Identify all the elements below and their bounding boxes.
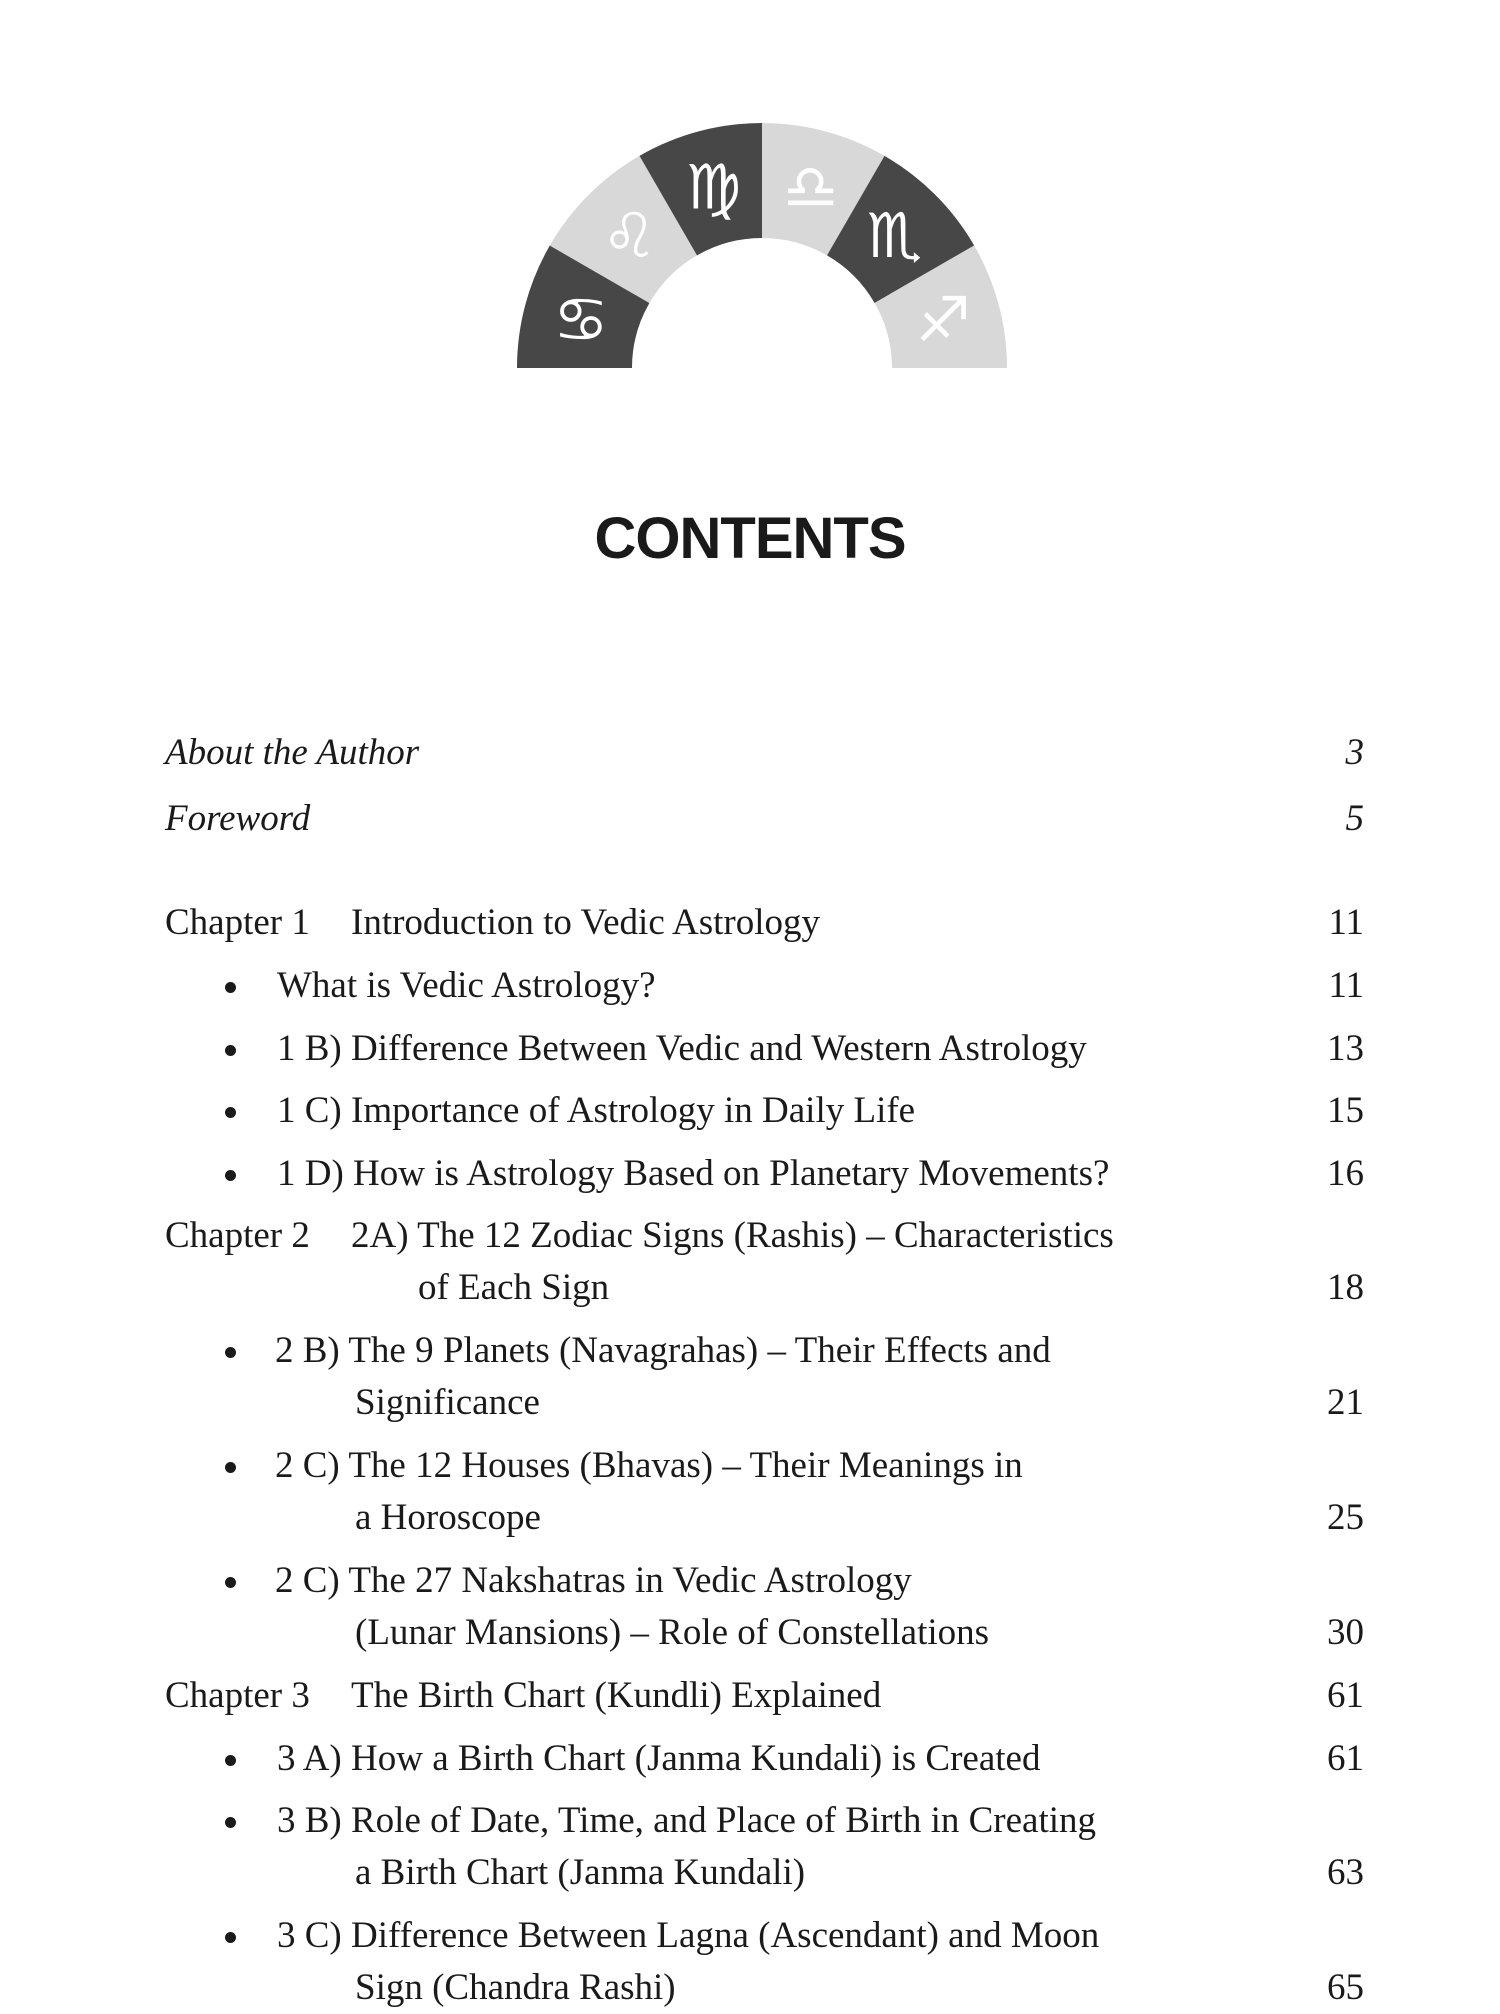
toc-entry-foreword-page: 5 [1345,798,1364,839]
bullet-icon [220,977,240,997]
virgo-icon: ♍ [685,150,742,224]
chapter-2-item-3-line2: (Lunar Mansions) – Role of Constellations [355,1612,990,1653]
chapter-3-heading [165,1670,881,1722]
chapter-2-item-1-line2: Significance [355,1382,540,1423]
chapter-1-item-1-page: 11 [1328,965,1364,1006]
chapter-3-item-3-line2: Sign (Chandra Rashi) [355,1967,676,2008]
toc-entry-about-author-label: About the Author [165,732,420,773]
chapter-1-title: Introduction to Vedic Astrology [351,902,820,943]
bullet-icon [220,1457,240,1477]
bullet-icon [220,1927,240,1947]
bullet-icon [220,1572,240,1592]
bullet-icon [220,1750,240,1770]
zodiac-arc-emblem [510,120,1015,380]
chapter-3-page: 61 [1327,1675,1364,1716]
libra-icon: ♎ [782,150,839,224]
chapter-3-item-1-page: 61 [1327,1738,1364,1779]
chapter-2-item-2-line1: 2 C) The 12 Houses (Bhavas) – Their Meanings in [275,1445,1023,1486]
page-title: CONTENTS [594,506,906,571]
bullet-icon [220,1165,240,1185]
toc-entry-about-author-page: 3 [1345,732,1364,773]
chapter-1-item-2: 1 B) Difference Between Vedic and Western Astrology [277,1028,1087,1069]
leo-icon: ♌ [601,198,658,272]
chapter-2-item-3-page: 30 [1327,1612,1364,1653]
chapter-1-item-1: What is Vedic Astrology? [277,965,656,1006]
bullet-icon [220,1812,240,1832]
chapter-2-item-1-page: 21 [1327,1382,1364,1423]
chapter-2-item-2-page: 25 [1327,1497,1364,1538]
bullet-icon [220,1102,240,1122]
chapter-1-item-3-page: 15 [1327,1090,1364,1131]
chapter-2-page: 18 [1327,1267,1364,1308]
chapter-1-item-4: 1 D) How is Astrology Based on Planetary Movements? [277,1153,1110,1194]
chapter-2-heading [165,1210,1114,1262]
chapter-3-item-2-line2: a Birth Chart (Janma Kundali) [355,1852,806,1893]
chapter-1-item-4-page: 16 [1327,1153,1364,1194]
chapter-1-page: 11 [1328,902,1364,943]
chapter-3-item-3-page: 65 [1327,1967,1364,2008]
chapter-1-label: Chapter 1 [165,902,310,943]
chapter-3-item-1: 3 A) How a Birth Chart (Janma Kundali) is Created [277,1738,1041,1779]
chapter-2-item-2-line2: a Horoscope [355,1497,541,1538]
chapter-3-title: The Birth Chart (Kundli) Explained [351,1675,882,1716]
chapter-3-item-2-page: 63 [1327,1852,1364,1893]
toc-entry-foreword-label: Foreword [165,798,311,839]
bullet-icon [220,1342,240,1362]
chapter-1-heading [165,897,820,949]
chapter-3-item-3-line1: 3 C) Difference Between Lagna (Ascendant) and Moon [277,1915,1100,1956]
chapter-2-title-line1: 2A) The 12 Zodiac Signs (Rashis) – Characteristics [351,1215,1114,1256]
chapter-2-item-1-line1: 2 B) The 9 Planets (Navagrahas) – Their Effects and [275,1330,1051,1371]
sagittarius-icon: ♐ [915,282,971,356]
chapter-2-title-line2: of Each Sign [418,1267,610,1308]
chapter-2-label: Chapter 2 [165,1215,310,1256]
cancer-icon: ♋ [553,282,609,356]
chapter-1-item-2-page: 13 [1327,1028,1364,1069]
chapter-2-item-3-line1: 2 C) The 27 Nakshatras in Vedic Astrology [275,1560,912,1601]
chapter-1-item-3: 1 C) Importance of Astrology in Daily Life [277,1090,916,1131]
chapter-3-label: Chapter 3 [165,1675,310,1716]
chapter-3-item-2-line1: 3 B) Role of Date, Time, and Place of Birth in Creating [277,1800,1097,1841]
scorpio-icon: ♏ [866,198,923,272]
bullet-icon [220,1040,240,1060]
